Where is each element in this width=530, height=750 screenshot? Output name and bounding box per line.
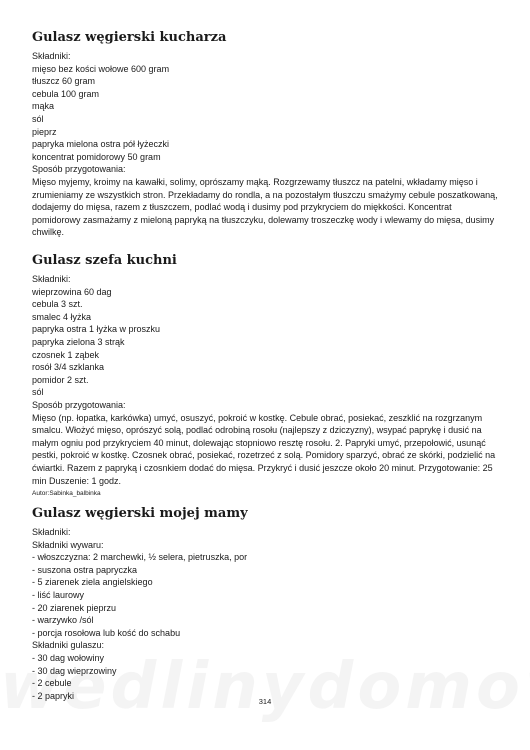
recipe-3-line: - liść laurowy	[32, 589, 85, 600]
recipe-3-line: Składniki gulaszu:	[32, 640, 105, 651]
recipe-2-author: Autor:Sabinka_balbinka	[32, 490, 101, 498]
recipe-3-line: - 2 papryki	[32, 690, 75, 701]
recipe-2-line: czosnek 1 ząbek	[32, 349, 100, 360]
recipe-1-line: cebula 100 gram	[32, 88, 100, 99]
recipe-1-line: sól	[32, 113, 44, 124]
recipe-2-line: papryka ostra 1 łyżka w proszku	[32, 324, 161, 335]
recipe-2-line: sól	[32, 387, 44, 398]
recipe-3-line: - 5 ziarenek ziela angielskiego	[32, 577, 153, 588]
recipe-3-line: Składniki wywaru:	[32, 539, 104, 550]
recipe-2-preparation: Mięso (np. łopatka, karkówka) umyć, osuszyć, pokroić w kostkę. Cebule obrać, posiekać, zeszklić na rozgrzanym smalcu. Włożyć mięso, oprószyć solą, podlać odrobiną rosołu (najlepszy z dziczyzny), wsypać paprykę i dusić na małym ogniu pod przykryciem 40 minut, dolewając stopniowo resztę rosołu. 2. Papryki umyć, przepołowić, usunąć pestki, pokroić w kostkę. Czosnek obrać, posiekać, rozetrzeć z solą. Pomidory sparzyć, obrać ze skórki, podzielić na ćwiartki. Razem z papryką i czosnkiem dodać do mięsa. Przykryć i dusić jeszcze około 20 minut. Przygotowanie: 25 min Duszenie: 1 godz.	[32, 412, 496, 486]
page-number: 314	[258, 697, 272, 706]
recipe-3-line: - włoszczyzna: 2 marchewki, ½ selera, pietruszka, por	[32, 552, 248, 563]
recipe-2-line: pomidor 2 szt.	[32, 374, 89, 385]
recipe-1-line: Składniki:	[32, 51, 71, 61]
recipe-3-line: - 30 dag wołowiny	[32, 652, 105, 663]
recipe-1-preparation: Mięso myjemy, kroimy na kawałki, solimy, oprószamy mąką. Rozgrzewamy tłuszcz na patelni, wkładamy mięso i zrumieniamy ze wszystkich stron. Przekładamy do rondla, a na pozostałym tłuszczu smażymy cebule poszatkowaną, dodajemy do mięsa, razem z tłuszczem, podlać wodą i dusimy pod przykryciem do miękkości. Koncentrat pomidorowy zasmażamy z mieloną papryką na tłuszczyku, dolewamy troszeczkę wody i wlewamy do mięsa, dusimy chwilkę.	[32, 176, 498, 238]
recipe-1-body	[32, 50, 498, 239]
recipe-2-title: Gulasz szefa kuchni	[32, 253, 177, 268]
recipe-2-line: wieprzowina 60 dag	[32, 286, 112, 297]
recipe-1-line: papryka mielona ostra pół łyżeczki	[32, 139, 170, 150]
recipe-2-line: cebula 3 szt.	[32, 299, 83, 310]
recipe-1-line: mąka	[32, 101, 55, 112]
recipe-3-line: Składniki:	[32, 527, 71, 537]
recipe-1-title: Gulasz węgierski kucharza	[32, 30, 227, 45]
recipe-3-line: - porcja rosołowa lub kość do schabu	[32, 627, 181, 638]
recipe-2-line: smalec 4 łyżka	[32, 311, 92, 322]
recipe-1-line: Sposób przygotowania:	[32, 164, 126, 175]
recipe-3-line: - 2 cebule	[32, 678, 72, 689]
recipe-3-body	[32, 526, 498, 702]
recipe-3-line: - 20 ziarenek pieprzu	[32, 602, 117, 613]
recipe-3-line: - 30 dag wieprzowiny	[32, 665, 117, 676]
recipe-3-title: Gulasz węgierski mojej mamy	[32, 506, 248, 521]
recipe-2-line: papryka zielona 3 strąk	[32, 336, 125, 347]
recipe-1-line: pieprz	[32, 126, 57, 137]
recipe-2-body	[32, 273, 498, 498]
recipe-1-line: koncentrat pomidorowy 50 gram	[32, 151, 161, 162]
recipe-3-line: - suszona ostra papryczka	[32, 564, 138, 575]
recipe-1-line: tłuszcz 60 gram	[32, 76, 96, 87]
recipe-3-line: - warzywko /sól	[32, 615, 94, 626]
recipe-2-line: Składniki:	[32, 274, 71, 284]
recipe-2-line: rosół 3/4 szklanka	[32, 362, 105, 373]
recipe-1-line: mięso bez kości wołowe 600 gram	[32, 63, 170, 74]
recipe-2-line: Sposób przygotowania:	[32, 399, 126, 410]
